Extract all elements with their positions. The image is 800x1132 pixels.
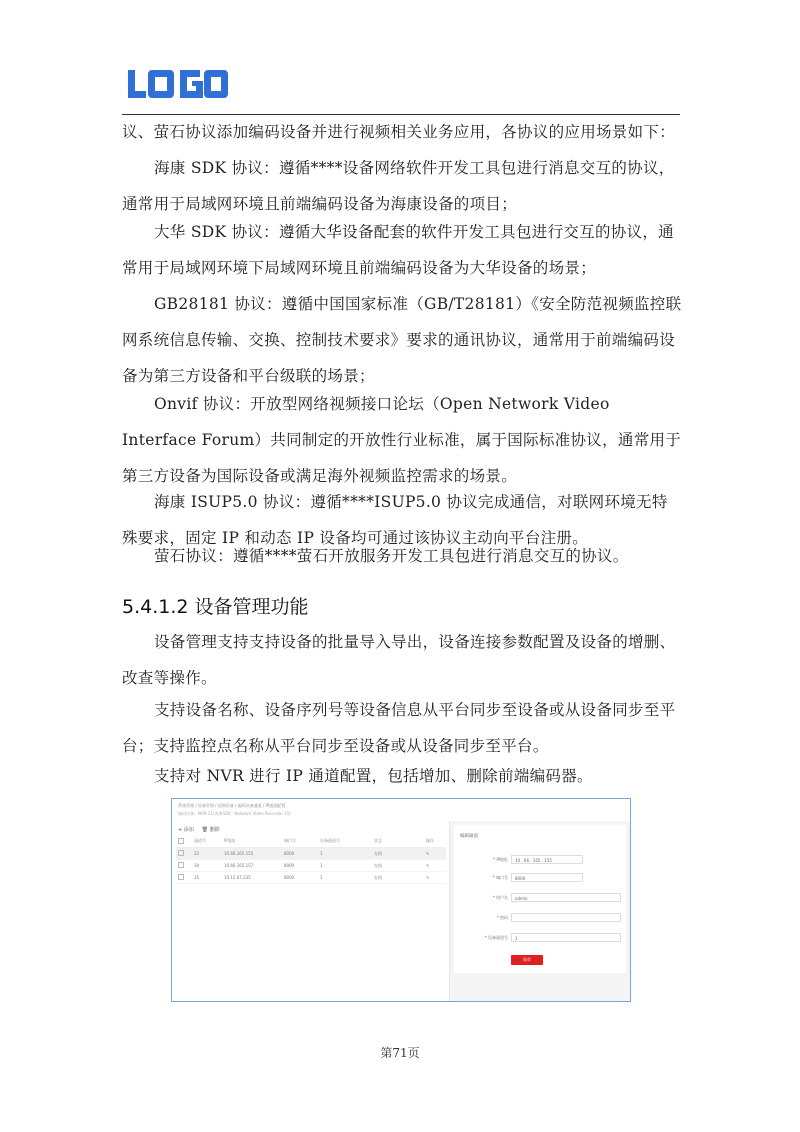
password-row	[454, 913, 626, 923]
row-checkbox[interactable]	[176, 860, 192, 872]
paragraph-ezviz: 萤石协议：遵循****萤石开放服务开发工具包进行消息交互的协议。	[154, 547, 629, 565]
row-checkbox[interactable]	[176, 848, 192, 860]
page-number: 第71页	[380, 1046, 420, 1060]
cell: 1	[318, 848, 372, 860]
cell: 在线	[372, 860, 424, 872]
channel-row	[454, 933, 626, 943]
row-checkbox[interactable]	[176, 872, 192, 884]
table-row[interactable]	[176, 860, 446, 872]
cell: 33	[192, 848, 222, 860]
channel-input[interactable]: 1	[511, 933, 621, 942]
device-subtitle: 编码设备：NVR-11(海康SDK · Network Video Recorder 15)	[178, 811, 291, 816]
paragraph-gb28181: GB28181 协议：遵循中国国家标准（GB/T28181）《安全防范视频监控联网系统信息传输、交换、控制技术要求》要求的通讯协议，通常用于前端编码设备为第三方设备和平台级联的场景；	[122, 295, 682, 385]
table-row[interactable]	[176, 848, 446, 860]
logo	[128, 68, 228, 102]
paragraph-dahua-sdk: 大华 SDK 协议：遵循大华设备配套的软件开发工具包进行交互的协议，通常用于局域网环境下局域网环境且前端编码设备为大华设备的场景；	[122, 223, 674, 277]
cell: 34	[192, 860, 222, 872]
paragraph-sync: 支持设备名称、设备序列号等设备信息从平台同步至设备或从设备同步至平台；支持监控点名称从平台同步至设备或从设备同步至平台。	[122, 701, 676, 755]
cell: 1	[318, 872, 372, 884]
paragraph-device-mgmt: 设备管理支持支持设备的批量导入导出，设备连接参数配置及设备的增删、改查等操作。	[122, 633, 676, 687]
edit-icon[interactable]: ✎	[424, 872, 446, 884]
column-header: 端口号	[282, 835, 318, 848]
channel-list	[172, 835, 448, 1001]
cell: 10.12.67.235	[222, 872, 282, 884]
user-label: * 用户名	[492, 895, 508, 900]
logo-wordmark	[128, 68, 228, 102]
password-label: * 密码	[496, 915, 508, 920]
column-header: 状态	[372, 835, 424, 848]
column-header: 操作	[424, 835, 446, 848]
section-heading: 5.4.1.2 设备管理功能	[122, 596, 309, 618]
cell: 1	[318, 860, 372, 872]
edit-panel-area	[449, 821, 631, 1001]
breadcrumb: 系统管理 / 设备管理 / 视频设备 / 编码设备通道 / IP通道配置	[178, 803, 286, 808]
edit-icon[interactable]: ✎	[424, 848, 446, 860]
port-row	[454, 873, 626, 883]
ip-label: * IP地址	[493, 857, 508, 862]
edit-icon[interactable]: ✎	[424, 860, 446, 872]
add-button[interactable]: + 添加	[178, 827, 194, 833]
port-label: * 端口号	[492, 875, 508, 880]
cell: 10.66.165.155	[222, 848, 282, 860]
edit-panel	[454, 825, 626, 973]
save-button[interactable]: 保存	[511, 955, 543, 965]
panel-title: 编辑通道	[460, 834, 478, 839]
port-input[interactable]: 8000	[511, 873, 583, 882]
cell: 8000	[282, 872, 318, 884]
cell: 在线	[372, 872, 424, 884]
password-input[interactable]	[511, 913, 621, 922]
delete-button[interactable]: 🗑 删除	[201, 827, 220, 833]
paragraph-hik-sdk: 海康 SDK 协议：遵循****设备网络软件开发工具包进行消息交互的协议，通常用于局域网环境且前端编码设备为海康设备的项目；	[122, 159, 675, 213]
table-row[interactable]	[176, 872, 446, 884]
user-row	[454, 893, 626, 903]
paragraph-isup: 海康 ISUP5.0 协议：遵循****ISUP5.0 协议完成通信，对联网环境无特殊要求，固定 IP 和动态 IP 设备均可通过该协议主动向平台注册。	[122, 493, 668, 547]
paragraph-nvr: 支持对 NVR 进行 IP 通道配置，包括增加、删除前端编码器。	[154, 767, 593, 785]
cell: 在线	[372, 848, 424, 860]
cell: 8000	[282, 848, 318, 860]
channel-label: * 设备通道号	[484, 935, 508, 940]
cell: 10.66.165.157	[222, 860, 282, 872]
column-header: 通道号	[192, 835, 222, 848]
column-header: IP地址	[222, 835, 282, 848]
column-header: 设备通道号	[318, 835, 372, 848]
ip-input[interactable]: 10 . 66 . 165 . 155	[511, 855, 583, 864]
toolbar	[178, 826, 220, 833]
cell: 35	[192, 872, 222, 884]
paragraph-onvif: Onvif 协议：开放型网络视频接口论坛（Open Network Video Interface Forum）共同制定的开放性行业标准，属于国际标准协议，通常用于第三方设备为国际设备或满足海外视频监控需求的场景。	[122, 395, 682, 485]
paragraph-intro: 议、萤石协议添加编码设备并进行视频相关业务应用，各协议的应用场景如下：	[122, 123, 676, 141]
cell: 8000	[282, 860, 318, 872]
select-all-checkbox[interactable]	[176, 835, 192, 848]
username-input[interactable]: admin	[511, 893, 621, 902]
ip-row	[454, 855, 626, 865]
table-header-row	[176, 835, 446, 848]
channel-table	[176, 835, 446, 884]
embedded-screenshot	[171, 798, 631, 1002]
